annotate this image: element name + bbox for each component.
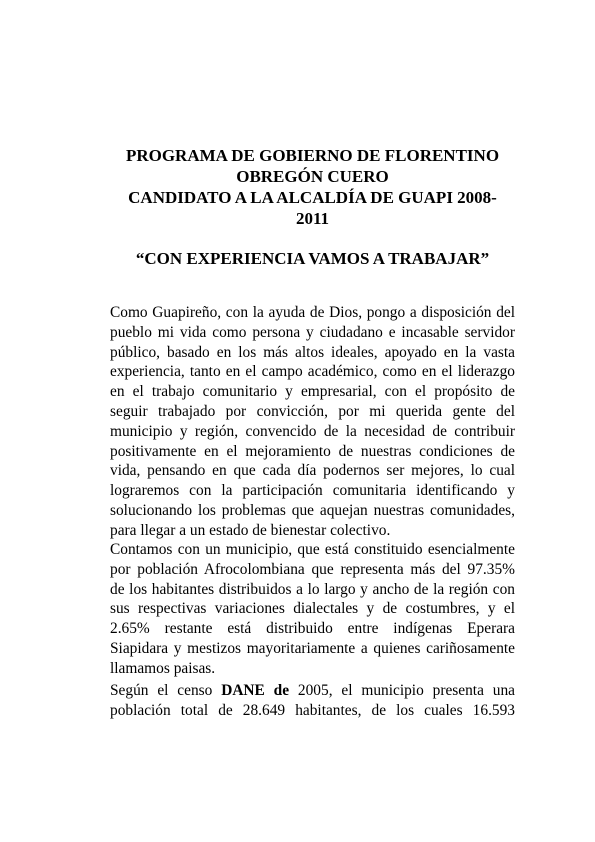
title-line: CANDIDATO A LA ALCALDÍA DE GUAPI 2008- bbox=[128, 188, 497, 207]
text-line: experiencia, tanto en el campo académico, como en el liderazgo bbox=[110, 363, 515, 381]
text-line: 2.65% restante está distribuido entre indígenas Eperara bbox=[110, 620, 515, 638]
document-title bbox=[110, 145, 515, 229]
title-line: OBREGÓN CUERO bbox=[236, 167, 389, 186]
text-line: público, basado en los más altos ideales, apoyado en la vasta bbox=[110, 343, 515, 361]
text-line: llamamos paisas. bbox=[110, 659, 216, 677]
campaign-slogan: “CON EXPERIENCIA VAMOS A TRABAJAR” bbox=[135, 249, 490, 268]
text-line: positivamente en el mejoramiento de nuestras condiciones de bbox=[110, 442, 515, 460]
title-line: PROGRAMA DE GOBIERNO DE FLORENTINO bbox=[125, 146, 500, 165]
census-text-pre: Según el censo bbox=[110, 682, 222, 699]
text-line: Contamos con un municipio, que está constituido esencialmente bbox=[110, 541, 515, 558]
census-text-post: 2005, el municipio presenta una bbox=[289, 682, 515, 699]
paragraph-census bbox=[110, 681, 515, 721]
text-line: Como Guapireño, con la ayuda de Dios, pongo a disposición del bbox=[110, 304, 515, 321]
census-source-bold: DANE de bbox=[221, 682, 290, 699]
text-line: población total de 28.649 habitantes, de los cuales 16.593 bbox=[110, 701, 515, 719]
paragraph-introduction bbox=[110, 303, 515, 541]
text-line: pueblo mi vida como persona y ciudadano e incasable servidor bbox=[110, 323, 515, 341]
text-line: de los habitantes distribuidos a lo largo y ancho de la región con bbox=[110, 580, 515, 598]
title-line: 2011 bbox=[295, 209, 330, 228]
text-line: vida, pensando en que cada día podernos ser mejores, lo cual bbox=[110, 462, 515, 480]
text-line: para llegar a un estado de bienestar colectivo. bbox=[110, 521, 391, 539]
text-line: solucionando los problemas que aquejan nuestras comunidades, bbox=[110, 501, 515, 519]
text-line: municipio y región, convencido de la necesidad de contribuir bbox=[110, 422, 515, 440]
text-line: por población Afrocolombiana que representa más del 97.35% bbox=[110, 560, 515, 578]
text-line: lograremos con la participación comunitaria identificando y bbox=[110, 482, 515, 500]
text-line: sus respectivas variaciones dialectales y de costumbres, y el bbox=[110, 600, 515, 618]
text-line: seguir trabajado por convicción, por mi querida gente del bbox=[110, 402, 515, 420]
paragraph-population bbox=[110, 540, 515, 679]
text-line bbox=[110, 681, 515, 701]
text-line: Siapidara y mestizos mayoritariamente a quienes cariñosamente bbox=[110, 639, 515, 657]
text-line: en el trabajo comunitario y empresarial, con el propósito de bbox=[110, 383, 515, 401]
